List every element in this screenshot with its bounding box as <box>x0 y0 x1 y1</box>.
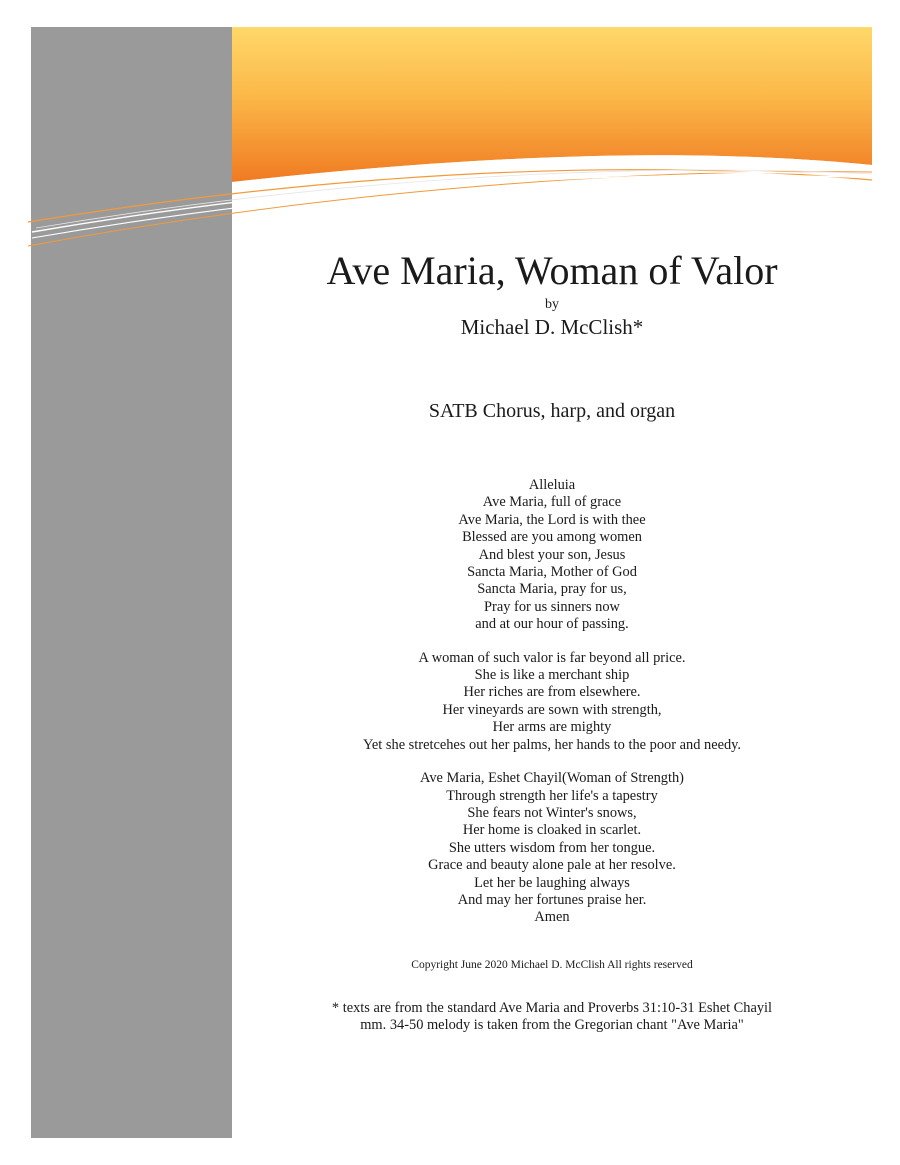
lyric-line: Her vineyards are sown with strength, <box>442 701 662 718</box>
lyric-line: Blessed are you among women <box>462 529 642 546</box>
lyric-line: and at our hour of passing. <box>475 616 629 633</box>
lyric-line: Yet she stretcehes out her palms, her hands to the poor and needy. <box>362 736 742 753</box>
lyric-line: Ave Maria, Eshet Chayil(Woman of Strength) <box>420 770 684 787</box>
source-notes <box>232 1000 872 1035</box>
lyric-line: Ave Maria, the Lord is with thee <box>458 511 646 528</box>
orange-banner-swoosh <box>0 0 900 260</box>
composer-name: Michael D. McClish* <box>460 315 644 339</box>
lyric-line: Amen <box>534 909 570 926</box>
lyric-line: Sancta Maria, Mother of God <box>467 564 637 581</box>
lyric-line: And blest your son, Jesus <box>478 546 626 563</box>
copyright-notice: Copyright June 2020 Michael D. McClish All rights reserved <box>411 959 693 971</box>
lyric-line: Sancta Maria, pray for us, <box>477 581 627 598</box>
lyric-line: And may her fortunes praise her. <box>457 891 647 908</box>
lyric-line: Her arms are mighty <box>492 719 612 736</box>
lyric-line: Ave Maria, full of grace <box>482 494 622 511</box>
source-note-line: mm. 34-50 melody is taken from the Gregorian chant "Ave Maria" <box>360 1017 744 1034</box>
lyric-line: Pray for us sinners now <box>484 598 620 615</box>
lyric-line: Alleluia <box>528 477 576 493</box>
lyrics-stanza-1 <box>232 477 872 634</box>
lyric-line: She is like a merchant ship <box>474 667 630 684</box>
lyrics-stanza-2 <box>232 650 872 754</box>
lyrics-stanza-3 <box>232 770 872 927</box>
lyric-line: She utters wisdom from her tongue. <box>448 839 656 856</box>
lyric-line: Her home is cloaked in scarlet. <box>462 822 642 839</box>
lyric-line: Through strength her life's a tapestry <box>446 787 658 804</box>
lyric-line: Let her be laughing always <box>474 874 630 891</box>
lyric-line: Grace and beauty alone pale at her resolve. <box>428 857 676 874</box>
source-note-line: * texts are from the standard Ave Maria and Proverbs 31:10-31 Eshet Chayil <box>331 1000 773 1016</box>
lyric-line: A woman of such valor is far beyond all price. <box>418 649 686 666</box>
lyrics-block <box>232 477 872 943</box>
page-title: Ave Maria, Woman of Valor <box>326 248 778 293</box>
byline: by <box>545 297 559 312</box>
lyric-line: She fears not Winter's snows, <box>467 804 637 821</box>
lyric-line: Her riches are from elsewhere. <box>463 684 641 701</box>
voicing-line: SATB Chorus, harp, and organ <box>428 400 676 422</box>
